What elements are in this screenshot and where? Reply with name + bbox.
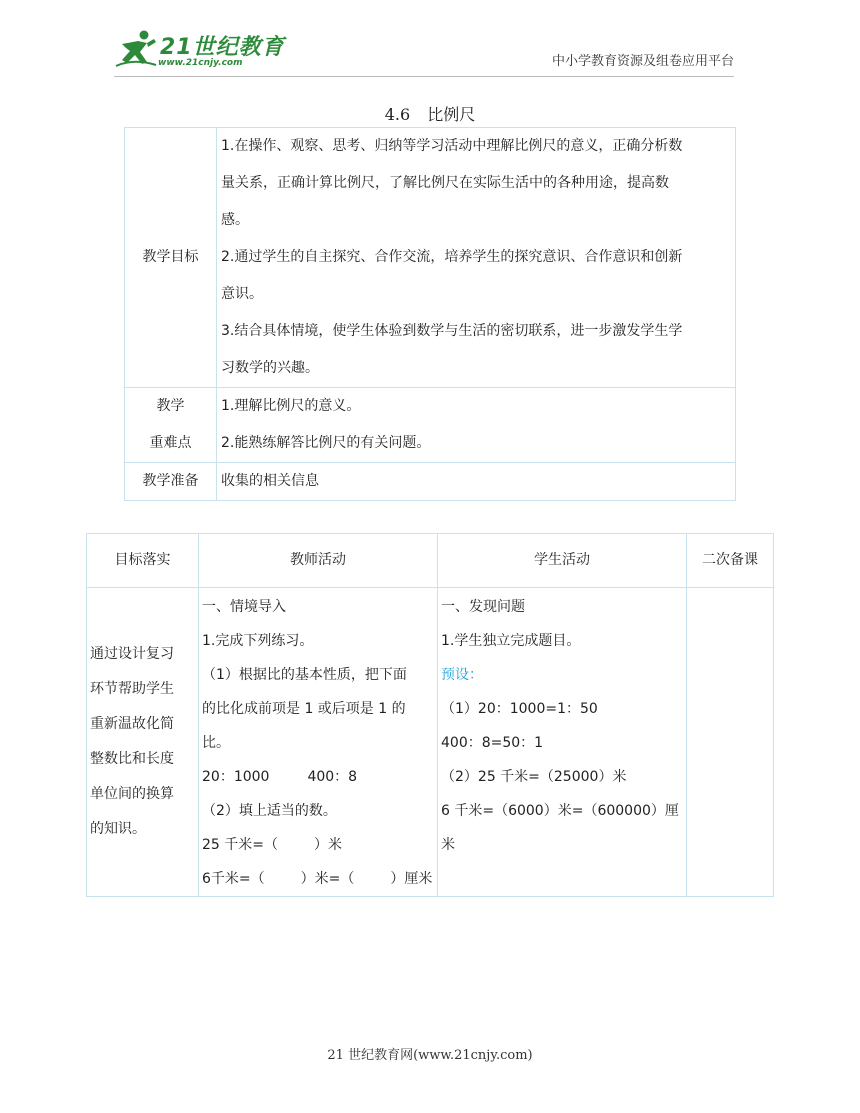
fill-text: 25 千米=（ [202,837,278,853]
question-line: （1）根据比的基本性质，把下面 [202,667,407,683]
header-goal: 目标落实 [87,534,199,588]
fill-line [202,862,435,896]
answer-line: （1）20：1000=1：50 [441,701,598,717]
difficulty-label-line: 重难点 [149,435,192,451]
teacher-task: 1.完成下列练习。 [202,633,314,649]
platform-name: 中小学教育资源及组卷应用平台 [551,54,734,69]
teacher-section: 一、情境导入 [202,599,286,615]
page-footer: 21 世纪教育网(www.21cnjy.com) [327,1048,533,1063]
goal-line: 单位间的换算 [90,786,174,802]
objectives-content [217,128,736,388]
logo-text: 21世纪教育 [160,35,285,60]
lesson-number: 4.6 [384,105,411,124]
difficulty-content [217,388,736,463]
activity-table [86,533,774,897]
lesson-info-table [124,127,736,501]
fill-text: ）米=（ [300,871,355,887]
question-line: 的比化成前项是 1 或后项是 1 的 [202,701,406,717]
logo-url: www.21cnjy.com [158,58,243,68]
activity-body-row [87,588,774,897]
objective-line: 感。 [221,212,249,228]
ratio-line [202,760,435,794]
difficulty-line: 2.能熟练解答比例尺的有关问题。 [221,435,431,451]
objectives-row [125,128,736,388]
fill-line [202,828,435,862]
objective-line: 意识。 [221,286,263,302]
student-cell [438,588,687,897]
page-title [0,102,860,125]
ratio-a: 20：1000 [202,769,270,785]
goal-line: 重新温故化简 [90,716,174,732]
prep-label: 教学准备 [125,463,217,501]
teacher-cell [199,588,438,897]
site-logo[interactable] [114,28,294,74]
header-student: 学生活动 [438,534,687,588]
activity-header-row [87,534,774,588]
answer-line: 6 千米=（6000）米=（600000）厘 [441,803,679,819]
student-task: 1.学生独立完成题目。 [441,633,581,649]
objective-line: 1.在操作、观察、思考、归纳等学习活动中理解比例尺的意义，正确分析数 [221,138,683,154]
objective-line: 习数学的兴趣。 [221,360,319,376]
difficulty-row [125,388,736,463]
header-secondary-prep: 二次备课 [687,534,774,588]
question-line: （2）填上适当的数。 [202,803,337,819]
secondary-prep-cell[interactable] [687,588,774,897]
fill-text: ）厘米 [390,871,433,887]
fill-text: 6千米=（ [202,871,265,887]
ratio-b: 400：8 [307,769,358,785]
answer-line: 400：8=50：1 [441,735,544,751]
objective-line: 量关系，正确计算比例尺，了解比例尺在实际生活中的各种用途，提高数 [221,175,669,191]
runner-logo-icon [114,28,158,70]
objective-line: 2.通过学生的自主探究、合作交流，培养学生的探究意识、合作意识和创新 [221,249,683,265]
question-line: 比。 [202,735,230,751]
goal-line: 的知识。 [90,821,146,837]
fill-text: ）米 [314,837,342,853]
prep-content: 收集的相关信息 [217,463,736,501]
goal-line: 整数比和长度 [90,751,174,767]
objective-line: 3.结合具体情境，使学生体验到数学与生活的密切联系，进一步激发学生学 [221,323,683,339]
difficulty-label [125,388,217,463]
student-section: 一、发现问题 [441,599,525,615]
prep-row [125,463,736,501]
lesson-title: 比例尺 [427,105,476,124]
page-header [0,0,860,80]
objectives-label: 教学目标 [125,128,217,388]
goal-line: 通过设计复习 [90,646,174,662]
answer-line: （2）25 千米=（25000）米 [441,769,627,785]
difficulty-line: 1.理解比例尺的意义。 [221,398,361,414]
difficulty-label-line: 教学 [156,398,185,414]
goal-line: 环节帮助学生 [90,681,174,697]
header-divider [114,76,734,77]
answer-line: 米 [441,837,455,853]
goal-cell [87,588,199,897]
preset-label: 预设： [441,667,483,683]
header-teacher: 教师活动 [199,534,438,588]
